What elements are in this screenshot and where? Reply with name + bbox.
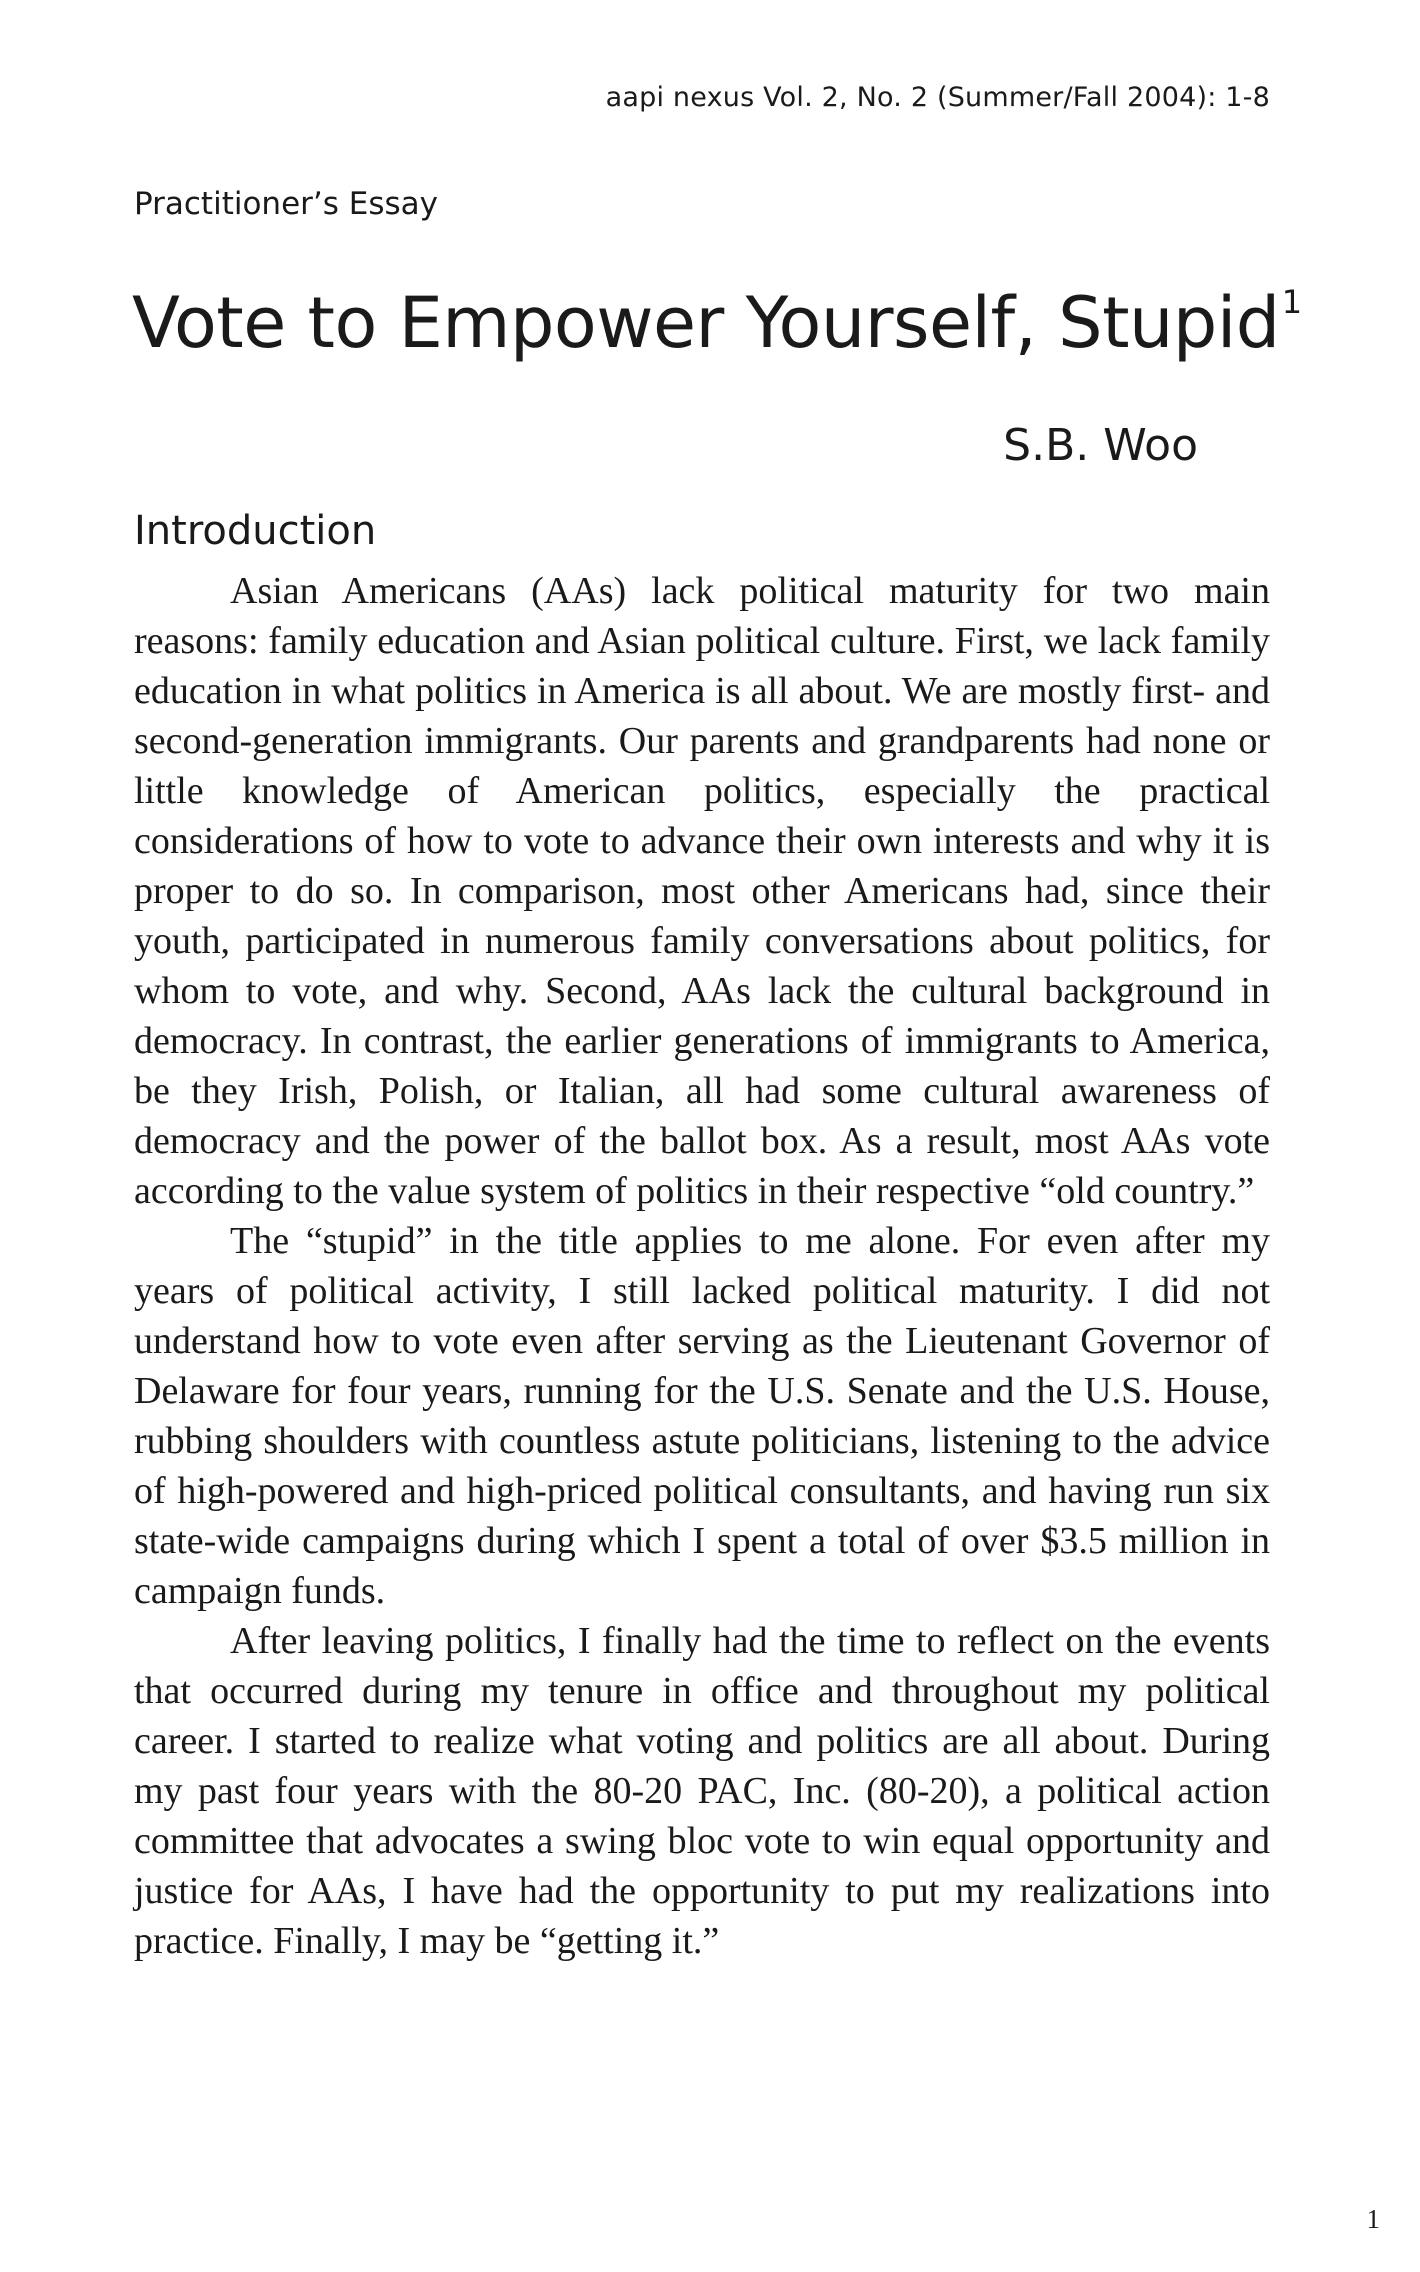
article-title-text: Vote to Empower Yourself, Stupid: [132, 282, 1280, 364]
body-paragraph-3: After leaving politics, I finally had the time to reflect on the events that occurred during my tenure in office and throughout my political career. I started to realize what voting and politics are all about. During my past four years with the 80-20 PAC, Inc. (80-20), a political action committee that advocates a swing bloc vote to win equal opportunity and justice for AAs, I have had the opportunity to put my realizations into practice. Finally, I may be “getting it.”: [134, 1620, 1270, 1962]
body-paragraph-2: The “stupid” in the title applies to me alone. For even after my years of political activity, I still lacked political maturity. I did not understand how to vote even after serving as the Lieutenant Governor of Delaware for four years, running for the U.S. Senate and the U.S. House, rubbing shoulders with countless astute politicians, listening to the advice of high-powered and high-priced political consultants, and having run six state-wide campaigns during which I spent a total of over $3.5 million in campaign funds.: [134, 1220, 1270, 1612]
page-number: 1: [1366, 2204, 1380, 2234]
body-paragraph-1: Asian Americans (AAs) lack political maturity for two main reasons: family education and Asian political culture. First, we lack family education in what politics in America is all about. We are mostly first- and second-generation immigrants. Our parents and grandparents had none or little knowledge of American politics, especially the practical considerations of how to vote to advance their own interests and why it is proper to do so. In comparison, most other Americans had, since their youth, participated in numerous family conversations about politics, for whom to vote, and why. Second, AAs lack the cultural background in democracy. In contrast, the earlier generations of immigrants to America, be they Irish, Polish, or Italian, all had some cultural awareness of democracy and the power of the ballot box. As a result, most AAs vote according to the value system of politics in their respective “old country.”: [134, 570, 1270, 1212]
journal-citation-header: aapi nexus Vol. 2, No. 2 (Summer/Fall 2004): 1-8: [605, 82, 1270, 113]
article-title: [132, 282, 1302, 364]
author-name: S.B. Woo: [1003, 420, 1198, 471]
article-body: [134, 566, 1270, 1966]
section-heading-introduction: Introduction: [134, 508, 377, 554]
title-footnote-marker[interactable]: 1: [1281, 283, 1302, 321]
essay-type-label: Practitioner’s Essay: [134, 186, 438, 222]
